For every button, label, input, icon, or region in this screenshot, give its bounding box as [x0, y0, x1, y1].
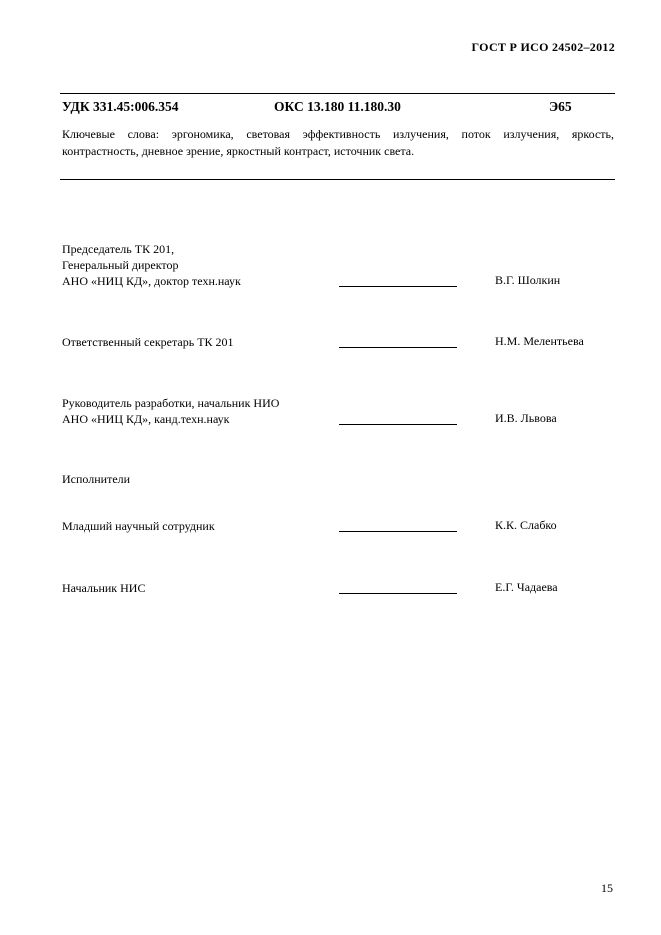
executor-row — [62, 518, 622, 538]
document-header: ГОСТ Р ИСО 24502–2012 — [471, 40, 615, 54]
signature-line — [339, 347, 457, 348]
executor-name: К.К. Слабко — [495, 518, 557, 532]
signatory-name: И.В. Львова — [495, 411, 557, 425]
signatory-title: Ответственный секретарь ТК 201 — [62, 335, 234, 349]
signature-line — [339, 424, 457, 425]
bottom-rule — [60, 179, 615, 180]
signatory-title: Председатель ТК 201, Генеральный директор АНО «НИЦ КД», доктор техн.наук — [62, 242, 241, 288]
signatory-row — [62, 395, 622, 431]
top-rule — [60, 93, 615, 94]
keywords-paragraph: Ключевые слова: эргономика, световая эффективность излучения, поток излучения, яркость, контрастность, дневное зрение, яркостный контраст, источник света. — [62, 127, 614, 158]
signatory-row — [62, 241, 622, 291]
executor-title: Начальник НИС — [62, 581, 146, 595]
signatory-title: Руководитель разработки, начальник НИО АНО «НИЦ КД», канд.техн.наук — [62, 396, 280, 426]
signatory-name: Н.М. Мелентьева — [495, 334, 584, 348]
signatory-name: В.Г. Шолкин — [495, 273, 561, 287]
signature-line — [339, 531, 457, 532]
group-code: Э65 — [549, 99, 572, 114]
page-number: 15 — [601, 881, 613, 895]
executor-row — [62, 580, 622, 600]
udk-code: УДК 331.45:006.354 — [62, 99, 179, 114]
signatory-row — [62, 334, 622, 354]
executors-heading: Исполнители — [62, 472, 131, 486]
signature-line — [339, 593, 457, 594]
signature-line — [339, 286, 457, 287]
executor-name: Е.Г. Чадаева — [495, 580, 558, 594]
executor-title: Младший научный сотрудник — [62, 519, 215, 533]
classification-codes — [62, 99, 614, 117]
oks-code: ОКС 13.180 11.180.30 — [274, 99, 401, 114]
